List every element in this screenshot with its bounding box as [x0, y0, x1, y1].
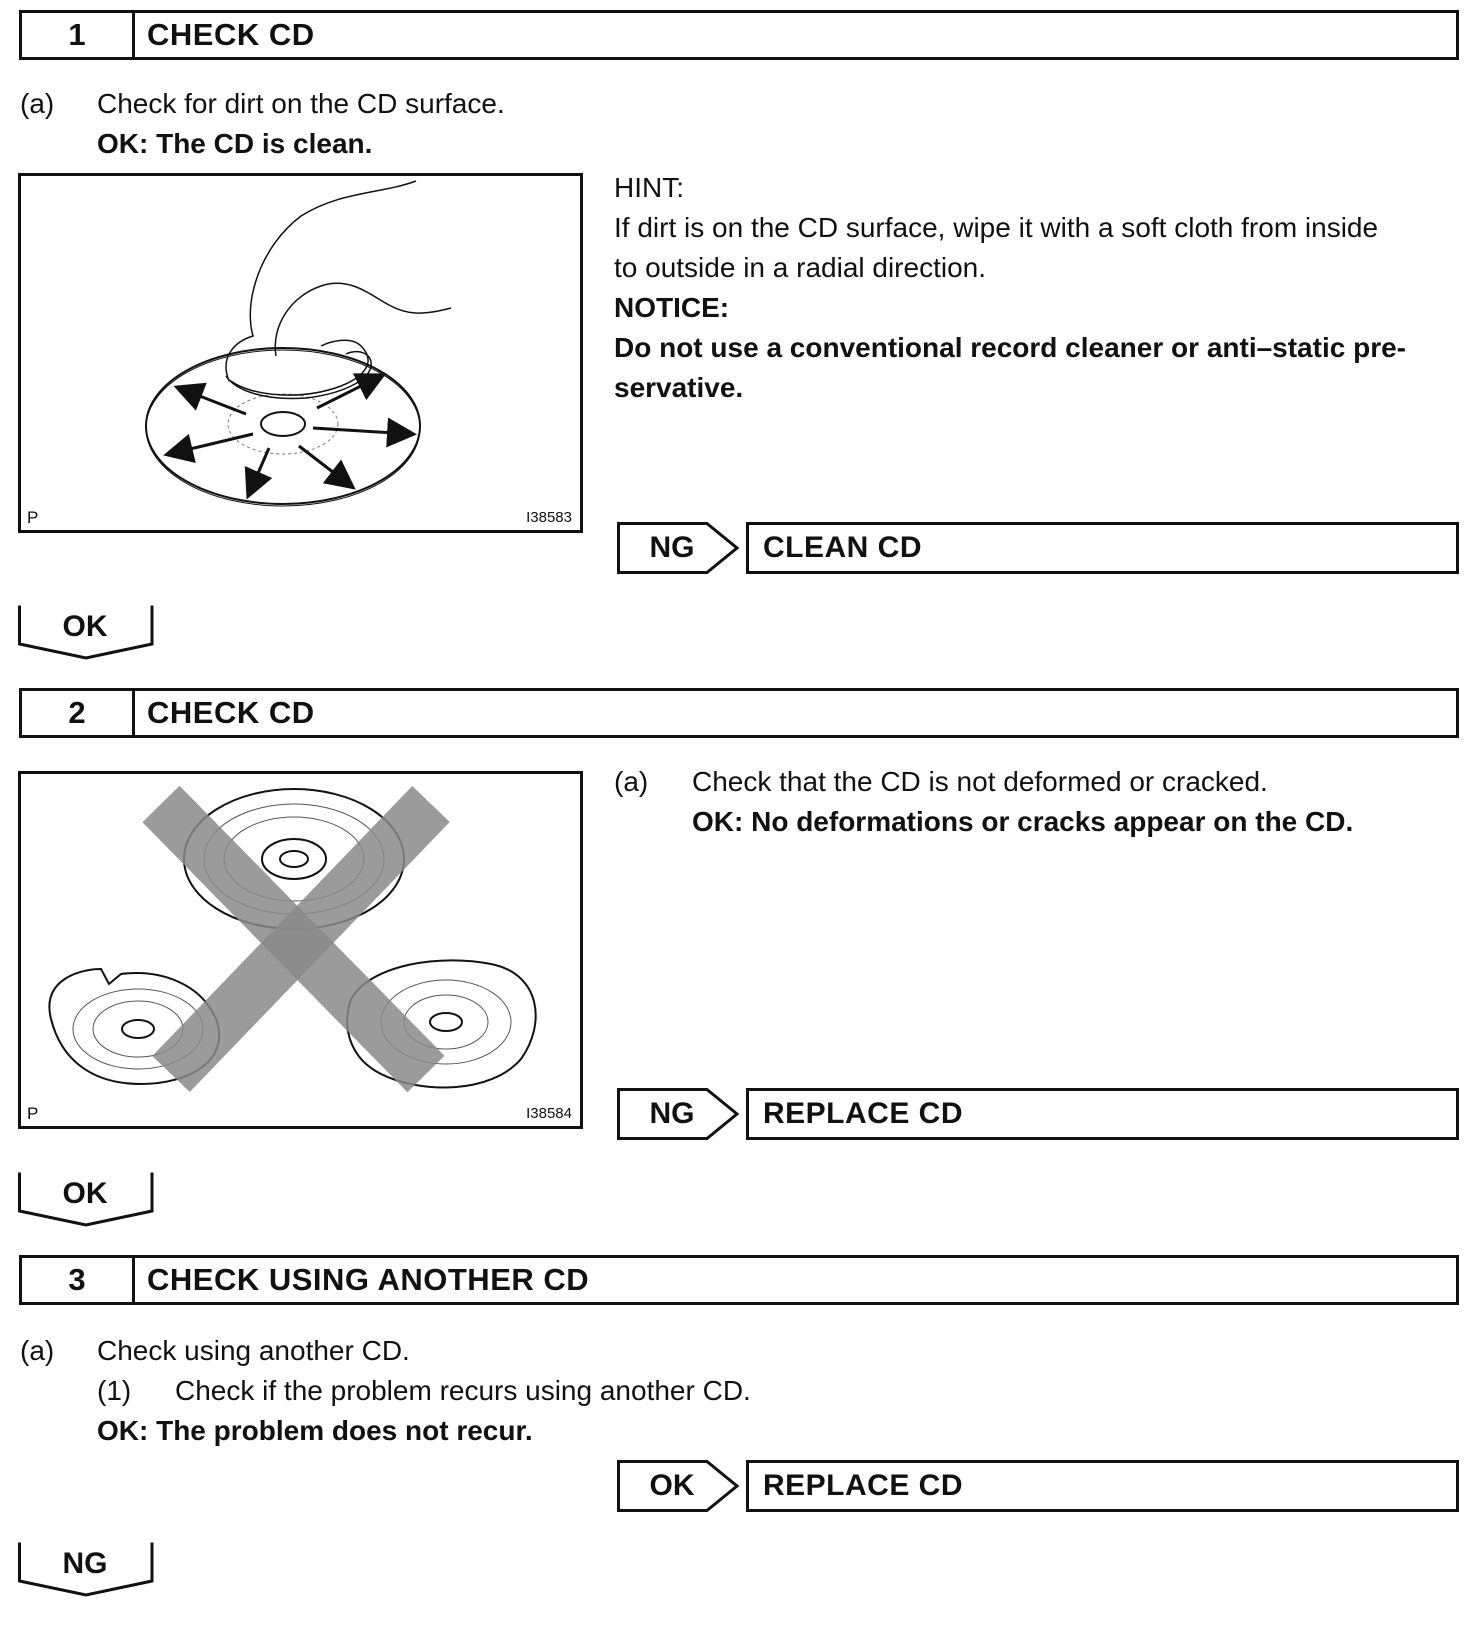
next-tag-label: OK	[62, 1177, 108, 1210]
sub-item-label: (1)	[97, 1375, 132, 1406]
step-3-header	[19, 1255, 1459, 1305]
hint-line: If dirt is on the CD surface, wipe it with a soft cloth from inside	[614, 212, 1379, 243]
step-title: CHECK CD	[147, 695, 315, 730]
result-action-box: CLEAN CD	[746, 522, 1459, 574]
result-tag-label: OK	[649, 1469, 695, 1502]
step-title: CHECK CD	[147, 17, 315, 52]
ok-next-tag	[18, 1171, 156, 1227]
step-title: CHECK USING ANOTHER CD	[147, 1262, 590, 1297]
result-tag-label: NG	[649, 531, 695, 564]
figure-code: I38583	[526, 509, 572, 526]
result-tag-label: NG	[649, 1097, 695, 1130]
figure-cd-cleaning	[18, 173, 583, 533]
ng-result-tag	[617, 522, 740, 574]
notice-line: Do not use a conventional record cleaner or anti–static pre-	[614, 332, 1406, 363]
hint-label: HINT:	[614, 172, 684, 203]
sub-item-text: Check if the problem recurs using another CD.	[175, 1375, 751, 1406]
step-2-header	[19, 688, 1459, 738]
ng-next-tag	[18, 1541, 156, 1597]
result-action-box: REPLACE CD	[746, 1088, 1459, 1140]
ok-criterion: OK: The CD is clean.	[97, 128, 373, 159]
item-label: (a)	[20, 1335, 55, 1366]
figure-damaged-cds	[18, 771, 583, 1129]
ok-result-tag	[617, 1460, 740, 1512]
figure-corner-letter: P	[27, 1104, 39, 1123]
step-number: 1	[22, 13, 135, 57]
step-1-header	[19, 10, 1459, 60]
ok-next-tag	[18, 604, 156, 660]
step-number: 2	[22, 691, 135, 735]
next-tag-label: OK	[62, 610, 108, 643]
figure-corner-letter: P	[27, 508, 39, 527]
item-text: Check that the CD is not deformed or cracked.	[692, 766, 1268, 797]
result-action-box: REPLACE CD	[746, 1460, 1459, 1512]
item-label: (a)	[614, 766, 649, 797]
item-label: (a)	[20, 88, 55, 119]
ok-criterion: OK: No deformations or cracks appear on the CD.	[692, 806, 1354, 837]
step-number: 3	[22, 1258, 135, 1302]
ng-result-tag	[617, 1088, 740, 1140]
damaged-cds-illustration	[21, 774, 580, 1126]
notice-label: NOTICE:	[614, 292, 730, 323]
notice-line: servative.	[614, 372, 744, 403]
figure-code: I38584	[526, 1105, 572, 1122]
next-tag-label: NG	[62, 1547, 108, 1580]
item-text: Check for dirt on the CD surface.	[97, 88, 505, 119]
hint-line: to outside in a radial direction.	[614, 252, 986, 283]
cd-cleaning-illustration	[21, 176, 580, 530]
ok-criterion: OK: The problem does not recur.	[97, 1415, 533, 1446]
item-text: Check using another CD.	[97, 1335, 410, 1366]
